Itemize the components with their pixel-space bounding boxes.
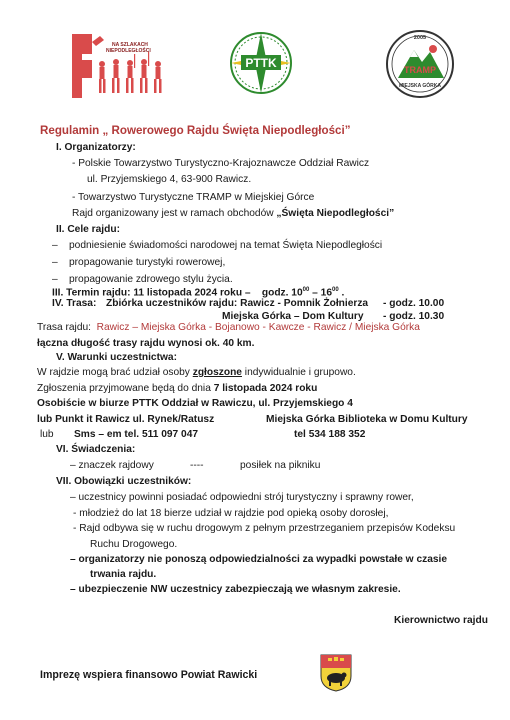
goal-1: – podniesienie świadomości narodowej na temat Święta Niepodległości bbox=[52, 240, 383, 251]
document-title: Regulamin „ Rowerowego Rajdu Święta Niepodległości” bbox=[40, 124, 351, 137]
duty-5: – ubezpieczenie NW uczestnicy zabezpieczają we własnym zakresie. bbox=[70, 584, 401, 595]
registration-text: Zgłoszenia przyjmowane będą do dnia bbox=[37, 383, 214, 394]
goal-3: – propagowanie zdrowego stylu życia. bbox=[52, 274, 233, 285]
meeting-time-1: - godz. 10.00 bbox=[383, 298, 445, 309]
duty-2: - młodzież do lat 18 bierze udział w rajdzie pod opieką osoby dorosłej, bbox=[73, 508, 389, 519]
coat-of-arms-icon bbox=[320, 654, 352, 692]
registration-phone-2: tel 534 188 352 bbox=[294, 429, 366, 440]
organizer-2: - Towarzystwo Turystyczne TRAMP w Miejskiej Górce bbox=[72, 192, 315, 203]
powiat-rawicki-coat-of-arms bbox=[320, 654, 352, 692]
benefit-separator: ---- bbox=[190, 460, 204, 471]
section-4-heading: IV. Trasa: bbox=[52, 298, 97, 309]
route-label: Trasa rajdu: bbox=[37, 322, 91, 333]
route-length: łączna długość trasy rajdu wynosi ok. 40 km. bbox=[37, 338, 255, 349]
tramp-location: MIEJSKA GÓRKA bbox=[398, 83, 442, 89]
organizer-1-address: ul. Przyjemskiego 4, 63-900 Rawicz. bbox=[87, 174, 252, 185]
goal-1-text: podniesienie świadomości narodowej na temat Święta Niepodległości bbox=[69, 240, 383, 251]
route-text: Rawicz – Miejska Górka - Bojanowo - Kawcze - Rawicz / Miejska Górka bbox=[96, 322, 420, 333]
section-7-heading: VII. Obowiązki uczestników: bbox=[56, 476, 192, 487]
goal-2-text: propagowanie turystyki rowerowej, bbox=[69, 257, 226, 268]
rally-occasion-text: Rajd organizowany jest w ramach obchodów bbox=[72, 208, 277, 219]
pttk-logo-text: PTTK bbox=[245, 56, 277, 70]
section-2-heading: II. Cele rajdu: bbox=[56, 224, 120, 235]
end-minutes: 00 bbox=[332, 287, 339, 293]
tramp-logo-text: TRAMP bbox=[404, 65, 436, 75]
registration-deadline bbox=[37, 383, 317, 395]
registration-point-rawicz: lub Punkt it Rawicz ul. Rynek/Ratusz bbox=[37, 414, 215, 425]
section-1-heading: I. Organizatorzy: bbox=[56, 142, 136, 153]
logo-tramp bbox=[384, 28, 456, 100]
date-end: . bbox=[338, 287, 345, 299]
section-6-heading: VI. Świadczenia: bbox=[56, 444, 136, 455]
registration-sms: Sms – em tel. 511 097 047 bbox=[74, 429, 199, 440]
duty-1: – uczestnicy powinni posiadać odpowiedni strój turystyczny i sprawny rower, bbox=[70, 492, 414, 503]
end-hour: – 16 bbox=[309, 287, 332, 299]
participation-registered: zgłoszone bbox=[192, 367, 242, 378]
duty-3-continued: Ruchu Drogowego. bbox=[90, 539, 178, 550]
logo-left-line-2: NIEPODLEGŁOŚCI bbox=[106, 48, 151, 54]
duty-4: – organizatorzy nie ponoszą odpowiedzialności za wypadki powstałe w czasie bbox=[70, 554, 448, 565]
logo-na-szlakach-niepodleglosci bbox=[72, 30, 168, 100]
organizer-1: - Polskie Towarzystwo Turystyczno-Krajoznawcze Oddział Rawicz bbox=[72, 158, 370, 169]
date-text: III. Termin rajdu: 11 listopada 2024 roku – bbox=[52, 287, 251, 299]
benefit-badge: – znaczek rajdowy bbox=[70, 460, 154, 471]
meeting-time-2: - godz. 10.30 bbox=[383, 311, 445, 322]
registration-office: Osobiście w biurze PTTK Oddział w Rawiczu, ul. Przyjemskiego 4 bbox=[37, 398, 353, 409]
logo-left-line-1: NA SZLAKACH bbox=[112, 42, 148, 48]
rally-occasion-name: „Święta Niepodległości” bbox=[276, 208, 395, 219]
benefit-meal: posiłek na pikniku bbox=[240, 460, 321, 471]
rally-occasion bbox=[72, 208, 394, 220]
registration-date: 7 listopada 2024 roku bbox=[213, 383, 318, 394]
meeting-point-1: Zbiórka uczestników rajdu: Rawicz - Pomnik Żołnierza bbox=[106, 298, 369, 309]
logo-pttk bbox=[228, 30, 294, 96]
goal-3-text: propagowanie zdrowego stylu życia. bbox=[69, 274, 233, 285]
route bbox=[37, 322, 420, 334]
section-5-heading: V. Warunki uczestnictwa: bbox=[56, 352, 177, 363]
participation-line bbox=[37, 367, 356, 379]
duty-4-continued: trwania rajdu. bbox=[90, 569, 157, 580]
soldiers-logo-icon bbox=[72, 30, 168, 100]
signature: Kierownictwo rajdu bbox=[394, 615, 488, 626]
meeting-point-2: Miejska Górka – Dom Kultury bbox=[222, 311, 364, 322]
participation-text: W rajdzie mogą brać udział osoby bbox=[37, 367, 193, 378]
sponsor-text: Imprezę wspiera finansowo Powiat Rawicki bbox=[40, 669, 258, 681]
registration-or: lub bbox=[40, 429, 54, 440]
tramp-year: 2005 bbox=[413, 35, 427, 41]
goal-2: – propagowanie turystyki rowerowej, bbox=[52, 257, 226, 268]
duty-3: - Rajd odbywa się w ruchu drogowym z pełnym przestrzeganiem przepisów Kodeksu bbox=[73, 523, 456, 534]
start-minutes: 00 bbox=[302, 287, 310, 293]
participation-text-end: indywidualnie i grupowo. bbox=[241, 367, 356, 378]
registration-point-gorka: Miejska Górka Biblioteka w Domu Kultury bbox=[266, 414, 468, 425]
start-hour: godz. 10 bbox=[261, 287, 303, 299]
